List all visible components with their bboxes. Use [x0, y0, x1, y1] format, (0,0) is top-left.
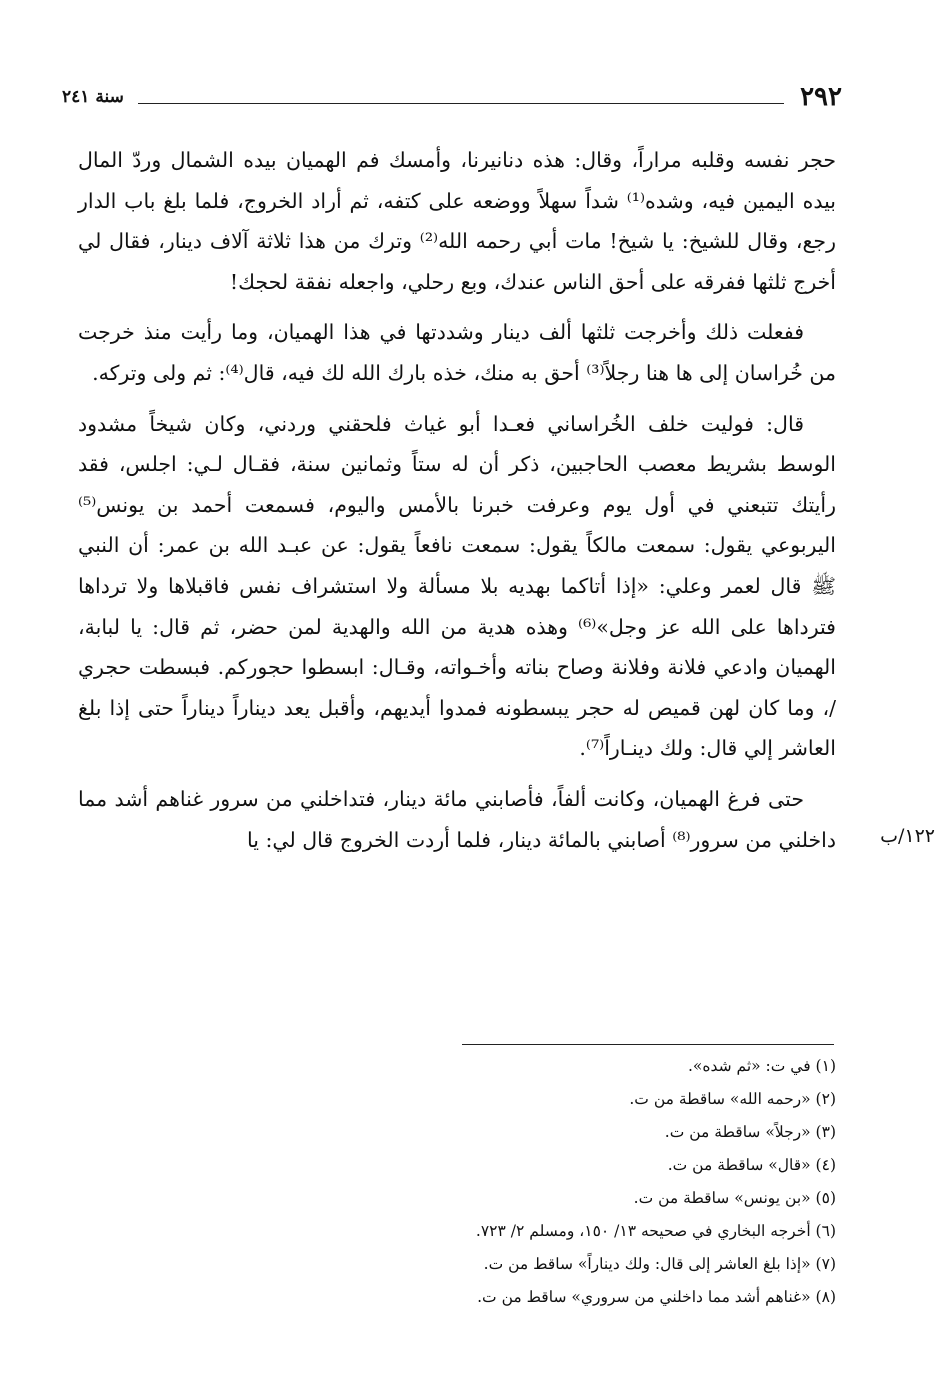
page-number: ٢٩٢: [800, 82, 842, 112]
paragraph: قال: فوليت خلف الخُراساني فعـدا أبو غياث فلحقني وردني، وكان شيخاً مشدود الوسط بشريط معصب الحاجبين، ذكر أن له ستاً وثمانين سنة، فقـال لـي: اجلس، فقد رأيتك تتبعني في أول يوم وعرفت خبرنا بالأمس واليوم، فسمعت أحمد بن يونس⁽⁵⁾ اليربوعي يقول: سمعت مالكاً يقول: سمعت نافعاً يقول: عن عبـد الله بن عمر: أن النبي ﷺ قال لعمر وعلي: «إذا أتاكما بهديه بلا مسألة ولا استشراف نفس فاقبلاها ولا ترداها فترداها على الله عز وجل»⁽⁶⁾ وهذه هدية من الله والهدية لمن حضر، ثم قال: يا لبابة، الهميان وادعي فلانة وفلانة وصاح بناته وأخـواته، وقـال: ابسطوا حجوركم. فبسطت حجري /، وما كان لهن قميص له حجر يبسطونه فمدوا أيديهم، وأقبل يعد ديناراً ديناراً حتى إذا بلغ العاشر إلي قال: ولك دينـاراً⁽⁷⁾.: [78, 411, 836, 761]
running-head: سنة ٢٤١: [62, 87, 124, 107]
paragraph: ففعلت ذلك وأخرجت ثلثها ألف دينار وشددتها في هذا الهميان، وما رأيت منذ خرجت من خُراسان إلى ها هنا رجلاً⁽³⁾ أحق به منك، خذه بارك الله لك فيه، قال⁽⁴⁾: ثم ولى وتركه.: [78, 320, 836, 385]
footnote: (٣) «رجلاً» ساقطة من ت.: [664, 1123, 836, 1141]
footnotes: [300, 1050, 836, 1314]
main-text: [78, 140, 836, 860]
header-rule: [138, 103, 784, 104]
paragraph: حجر نفسه وقلبه مراراً، وقال: هذه دنانيرنا، وأمسك فم الهميان بيده الشمال وردّ المال بيده اليمين فيه، وشده⁽¹⁾ شداً سهلاً ووضعه على كتفه، ثم أراد الخروج، فلما بلغ باب الدار رجع، وقال للشيخ: يا شيخ! مات أبي رحمه الله⁽²⁾ وترك من هذا ثلاثة آلاف دينار، فقال لي أخرج ثلثها ففرقه على أحق الناس عندك، وبع رحلي، واجعله نفقة لحجك!: [78, 148, 836, 294]
page-header: [62, 80, 842, 114]
footnote-rule: [462, 1044, 834, 1045]
manuscript-folio-note: ١٢٢/ب: [880, 825, 935, 847]
footnote: (٧) «إذا بلغ العاشر إلى قال: ولك ديناراً» ساقط من ت.: [483, 1255, 836, 1273]
paragraph: حتى فرغ الهميان، وكانت ألفاً، فأصابني مائة دينار، فتداخلني من سرور غناهم أشد مما داخلني من سرور⁽⁸⁾ أصابني بالمائة دينار، فلما أردت الخروج قال لي: يا: [78, 786, 836, 852]
footnote: (٤) «قال» ساقطة من ت.: [667, 1156, 836, 1174]
footnote: (٦) أخرجه البخاري في صحيحه ١٣/ ١٥٠، ومسلم ٢/ ٧٢٣.: [475, 1222, 836, 1240]
footnote: (٥) «بن يونس» ساقطة من ت.: [633, 1189, 836, 1207]
footnote: (١) في ت: «ثم شده».: [687, 1057, 836, 1075]
footnote: (٢) «رحمه الله» ساقطة من ت.: [629, 1090, 836, 1108]
footnote: (٨) «غناهم أشد مما داخلني من سروري» ساقط من ت.: [477, 1288, 836, 1306]
